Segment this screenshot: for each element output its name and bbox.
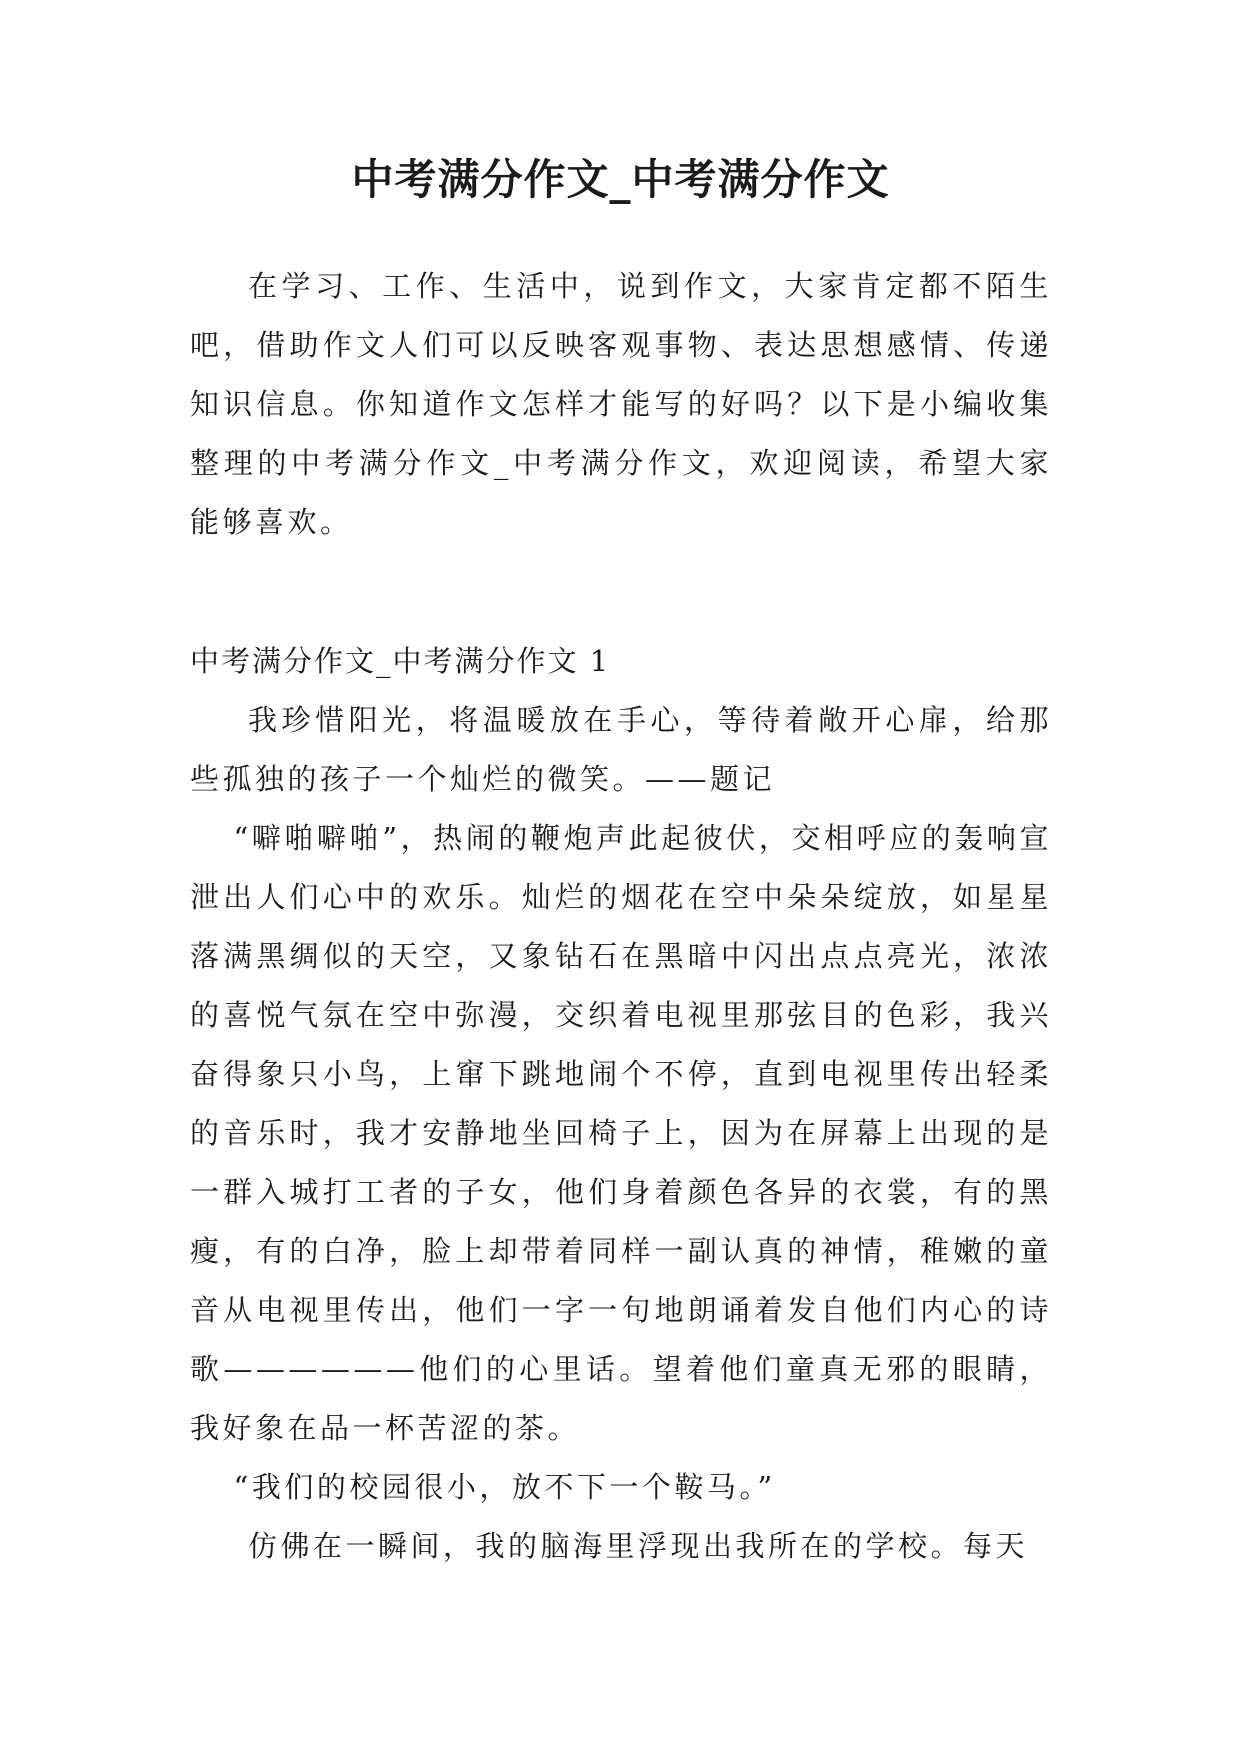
- intro-block: [190, 257, 1052, 552]
- paragraph-body: “噼啪噼啪”，热闹的鞭炮声此起彼伏，交相呼应的轰响宣泄出人们心中的欢乐。灿烂的烟花在空中朵朵绽放，如星星落满黑绸似的天空，又象钻石在黑暗中闪出点点亮光，浓浓的喜悦气氛在空中弥漫，交织着电视里那弦目的色彩，我兴奋得象只小鸟，上窜下跳地闹个不停，直到电视里传出轻柔的音乐时，我才安静地坐回椅子上，因为在屏幕上出现的是一群入城打工者的子女，他们身着颜色各异的衣裳，有的黑瘦，有的白净，脸上却带着同样一副认真的神情，稚嫩的童音从电视里传出，他们一字一句地朗诵着发自他们内心的诗歌——————他们的心里话。望着他们童真无邪的眼睛，我好象在品一杯苦涩的茶。: [190, 821, 1052, 1445]
- intro-paragraph: 在学习、工作、生活中，说到作文，大家肯定都不陌生吧，借助作文人们可以反映客观事物、表达思想感情、传递知识信息。你知道作文怎样才能写的好吗？以下是小编收集整理的中考满分作文_中考满分作文，欢迎阅读，希望大家能够喜欢。: [190, 269, 1052, 539]
- paragraph-quote: “我们的校园很小，放不下一个鞍马。”: [233, 1470, 776, 1504]
- document-title: 中考满分作文_中考满分作文: [351, 155, 890, 204]
- paragraph-epigraph: 我珍惜阳光，将温暖放在手心，等待着敞开心扉，给那些孤独的孩子一个灿烂的微笑。——题记: [190, 703, 1052, 796]
- paragraph-continuation: 仿佛在一瞬间，我的脑海里浮现出我所在的学校。每天: [248, 1529, 1029, 1563]
- essay-section: [190, 632, 1052, 1576]
- section-heading: 中考满分作文_中考满分作文 1: [190, 644, 611, 678]
